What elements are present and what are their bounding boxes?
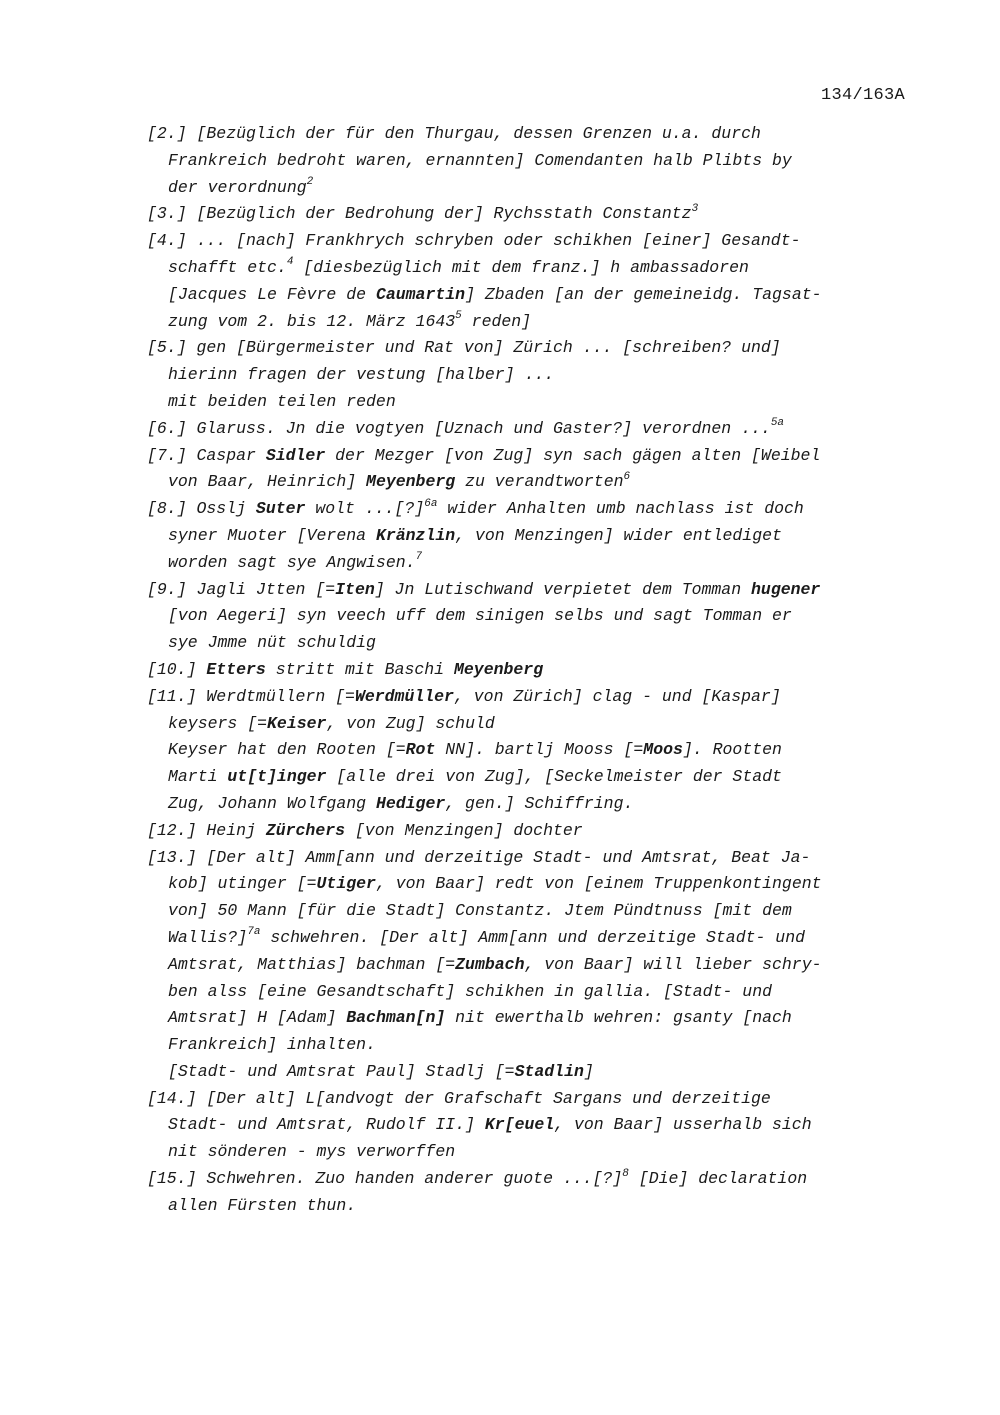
footnote-marker: 5: [455, 310, 462, 323]
text-segment: [alle drei von Zug], [Seckelmeister der Stadt: [326, 767, 782, 787]
text-segment: [6.] Glaruss. Jn die vogtyen [Uznach und Gaster?] verordnen ...: [147, 418, 771, 438]
person-name: Stadlin: [514, 1061, 584, 1081]
entry-e6: [147, 416, 917, 443]
text-segment: hierinn fragen der vestung [halber] ...: [168, 365, 555, 385]
footnote-marker: 5a: [770, 417, 785, 430]
text-segment: , von Baar] will lieber schry-: [524, 954, 822, 974]
entry-e13: [147, 845, 917, 1086]
entry-e7: [147, 443, 917, 497]
text-segment: [14.] [Der alt] L[andvogt der Grafschaft Sargans und derzeitige: [147, 1088, 771, 1108]
person-name: Meyenberg: [366, 472, 456, 492]
text-segment: , von Baar] usserhalb sich: [554, 1115, 812, 1135]
text-segment: von] 50 Mann [für die Stadt] Constantz. Jtem Pündtnuss [mit dem: [168, 901, 792, 921]
text-segment: nit sönderen - mys verworffen: [168, 1142, 456, 1162]
text-segment: , gen.] Schiffring.: [445, 793, 634, 813]
text-segment: Wallis?]: [168, 927, 248, 947]
text-segment: sye Jmme nüt schuldig: [168, 633, 376, 653]
text-segment: mit beiden teilen reden: [168, 391, 396, 411]
text-segment: , von Menzingen] wider entlediget: [455, 525, 782, 545]
entry-e2: [147, 121, 917, 201]
footnote-marker: 2: [306, 176, 314, 189]
person-name: Etters: [206, 659, 266, 679]
entry-e5: [147, 335, 917, 415]
text-segment: ]: [583, 1061, 594, 1081]
text-segment: [9.] Jagli Jtten [=: [147, 579, 336, 599]
person-name: Hediger: [375, 793, 446, 813]
text-segment: schafft etc.: [168, 257, 287, 277]
text-segment: ben alss [eine Gesandtschaft] schikhen in gallia. [Stadt- und: [168, 981, 772, 1001]
person-name: Iten: [335, 579, 375, 599]
footnote-marker: 6a: [424, 497, 438, 510]
text-segment: nit ewerthalb wehren: gsanty [nach: [445, 1008, 792, 1028]
text-segment: [8.] Osslj: [147, 499, 256, 519]
page-number: 134/163A: [820, 86, 905, 105]
text-segment: wolt ...[?]: [305, 499, 425, 519]
text-segment: wider Anhalten umb nachlass ist doch: [437, 499, 804, 519]
entry-e11: [147, 684, 917, 818]
text-segment: ] Jn Lutischwand verpietet dem Tomman: [374, 579, 752, 599]
text-segment: [15.] Schwehren. Zuo handen anderer guote ...[?]: [147, 1169, 623, 1189]
text-segment: [Die] declaration: [628, 1169, 808, 1189]
text-segment: NN]. bartlj Mooss [=: [435, 740, 644, 760]
text-segment: [Jacques Le Fèvre de: [168, 284, 376, 304]
text-segment: der verordnung: [168, 177, 307, 197]
entry-e12: [147, 818, 917, 845]
person-name: Utiger: [316, 874, 376, 894]
person-name: Keiser: [267, 713, 327, 733]
text-segment: der Mezger [von Zug] syn sach gägen alten [Weibel: [325, 445, 821, 465]
text-segment: Zug, Johann Wolfgang: [168, 793, 376, 813]
text-segment: reden]: [461, 311, 532, 331]
text-segment: [3.] [Bezüglich der Bedrohung der] Rychsstath Constantz: [147, 204, 692, 224]
text-segment: Frankreich] inhalten.: [168, 1035, 376, 1055]
footnote-marker: 7: [415, 551, 423, 564]
text-segment: Keyser hat den Rooten [=: [168, 740, 406, 760]
person-name: Sidler: [265, 445, 326, 465]
text-segment: ]. Rootten: [682, 740, 782, 760]
person-name: Kr[euel: [484, 1115, 555, 1135]
text-segment: stritt mit Baschi: [265, 659, 454, 679]
entry-e9: [147, 577, 917, 657]
text-segment: von Baar, Heinrich]: [168, 472, 367, 492]
text-segment: [5.] gen [Bürgermeister und Rat von] Zürich ... [schreiben? und]: [147, 338, 781, 358]
person-name: Rot: [405, 740, 436, 760]
text-segment: [13.] [Der alt] Amm[ann und derzeitige Stadt- und Amtsrat, Beat Ja-: [147, 847, 811, 867]
footnote-marker: 6: [623, 470, 631, 483]
footnote-marker: 8: [622, 1167, 629, 1180]
text-segment: [10.]: [147, 659, 207, 679]
person-name: Zumbach: [455, 954, 525, 974]
text-segment: [4.] ... [nach] Frankhrych schryben oder schikhen [einer] Gesandt-: [147, 231, 801, 251]
text-segment: Stadt- und Amtsrat, Rudolf II.]: [168, 1115, 485, 1135]
person-name: Meyenberg: [453, 659, 544, 679]
text-segment: worden sagt sye Angwisen.: [168, 552, 416, 572]
text-segment: [diesbezüglich mit dem franz.] h ambassadoren: [293, 257, 749, 277]
text-segment: , von Zürich] clag - und [Kaspar]: [453, 686, 781, 706]
text-segment: allen Fürsten thun.: [168, 1195, 357, 1215]
person-name: Kränzlin: [375, 525, 456, 545]
entry-e8: [147, 496, 917, 576]
text-segment: Marti: [168, 767, 228, 787]
text-segment: , von Zug] schuld: [326, 713, 495, 733]
footnote-marker: 3: [691, 202, 699, 215]
text-segment: zu verandtworten: [455, 472, 624, 492]
minutes-entries: [147, 121, 917, 1220]
person-name: Caumartin: [375, 284, 466, 304]
text-segment: Frankreich bedroht waren, ernannten] Comendanten halb Plibts by: [168, 150, 792, 170]
text-segment: kob] utinger [=: [168, 874, 317, 894]
text-segment: [12.] Heinj: [147, 820, 266, 840]
person-name: hugener: [751, 579, 821, 599]
text-segment: [von Aegeri] syn veech uff dem sinigen selbs und sagt Tomman er: [168, 606, 792, 626]
text-segment: [11.] Werdtmüllern [=: [147, 686, 355, 706]
person-name: ut[t]inger: [227, 767, 327, 787]
text-segment: [7.] Caspar: [147, 445, 266, 465]
text-segment: [von Menzingen] dochter: [345, 820, 583, 840]
entry-e15: [147, 1166, 917, 1220]
text-segment: keysers [=: [168, 713, 268, 733]
text-segment: Amtsrat] H [Adam]: [168, 1008, 347, 1028]
entry-e14: [147, 1086, 917, 1166]
person-name: Moos: [643, 740, 683, 760]
entry-e10: [147, 657, 917, 684]
person-name: Werdmüller: [354, 686, 454, 706]
text-segment: zung vom 2. bis 12. März 1643: [168, 311, 456, 331]
text-segment: [Stadt- und Amtsrat Paul] Stadlj [=: [168, 1061, 515, 1081]
footnote-marker: 4: [286, 256, 294, 269]
text-segment: syner Muoter [Verena: [168, 525, 376, 545]
text-segment: Amtsrat, Matthias] bachman [=: [168, 954, 456, 974]
text-segment: , von Baar] redt von [einem Truppenkontingent: [375, 874, 822, 894]
person-name: Bachman[n]: [346, 1008, 446, 1028]
text-segment: schwehren. [Der alt] Amm[ann und derzeitige Stadt- und: [260, 927, 806, 947]
text-segment: ] Zbaden [an der gemeineidg. Tagsat-: [465, 284, 822, 304]
person-name: Suter: [255, 499, 306, 519]
entry-e3: [147, 201, 917, 228]
text-segment: [2.] [Bezüglich der für den Thurgau, dessen Grenzen u.a. durch: [147, 124, 761, 143]
entry-e4: [147, 228, 917, 335]
person-name: Zürchers: [265, 820, 346, 840]
footnote-marker: 7a: [247, 926, 261, 939]
